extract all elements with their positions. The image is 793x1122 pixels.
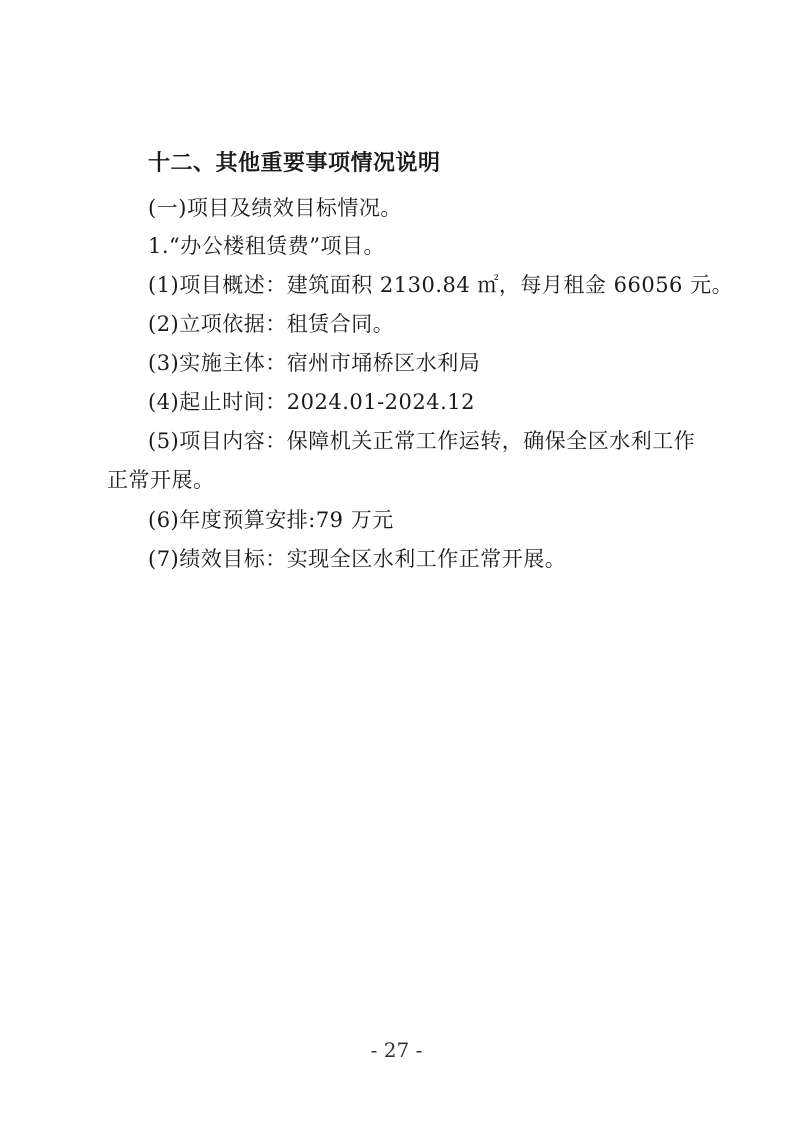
page-number: - 27 - — [370, 1038, 423, 1062]
paragraph-content-continued: 正常开展。 — [107, 468, 215, 492]
paragraph-project-overview-heading: (一)项目及绩效目标情况。 — [148, 196, 402, 220]
paragraph-period: (4)起止时间：2024.01-2024.12 — [148, 390, 476, 414]
paragraph-office-rent-item: 1.“办公楼租赁费”项目。 — [148, 234, 386, 258]
paragraph-project-summary: (1)项目概述：建筑面积 2130.84 ㎡，每月租金 66056 元。 — [148, 273, 734, 297]
paragraph-content: (5)项目内容：保障机关正常工作运转，确保全区水利工作 — [148, 429, 696, 453]
section-heading: 十二、其他重要事项情况说明 — [148, 151, 441, 176]
paragraph-budget: (6)年度预算安排:79 万元 — [148, 508, 394, 532]
paragraph-implementer: (3)实施主体：宿州市埇桥区水利局 — [148, 351, 481, 375]
paragraph-basis: (2)立项依据：租赁合同。 — [148, 312, 395, 336]
paragraph-performance-goal: (7)绩效目标：实现全区水利工作正常开展。 — [148, 547, 567, 571]
